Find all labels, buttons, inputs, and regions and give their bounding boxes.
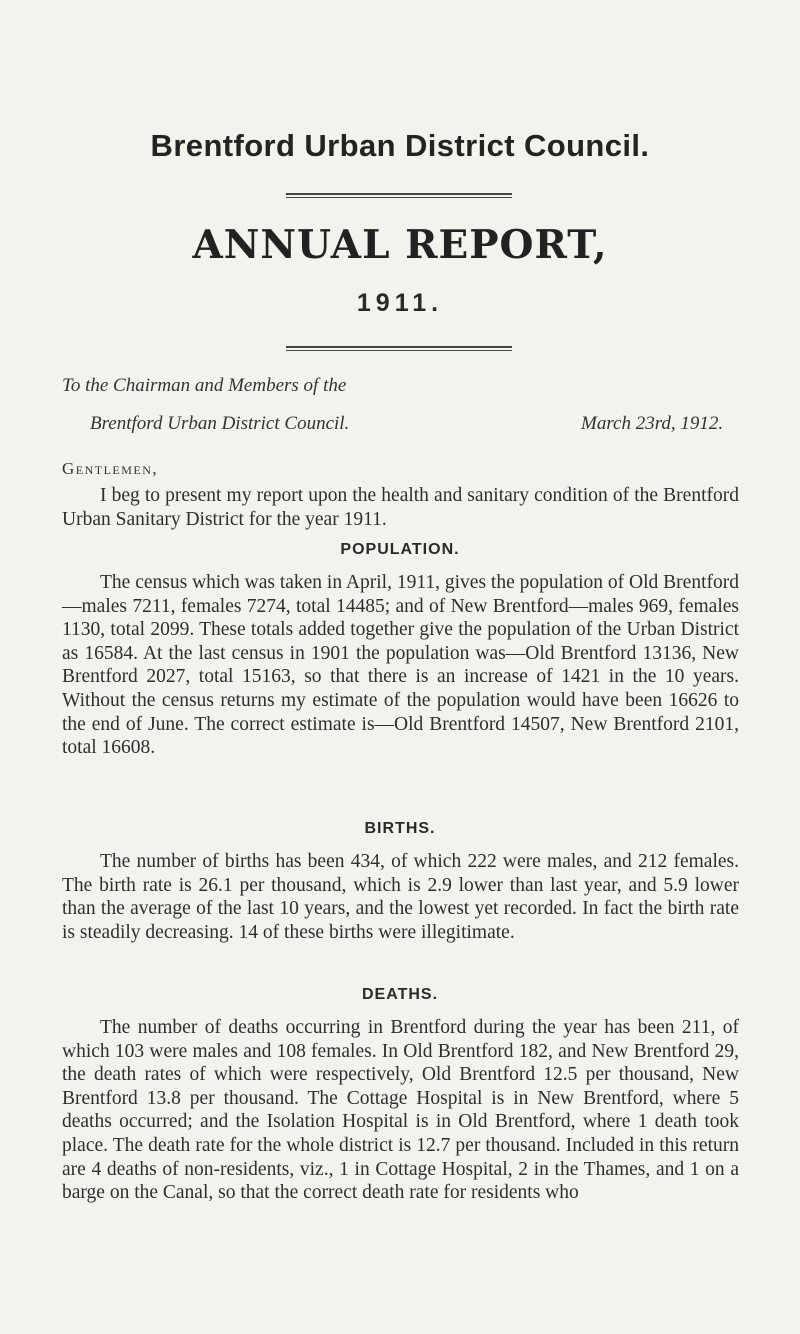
divider-rule	[286, 193, 512, 198]
deaths-section	[62, 1016, 739, 1205]
salutation: Gentlemen,	[62, 459, 159, 478]
births-text: The number of births has been 434, of which 222 were males, and 212 females. The birth rate is 26.1 per thousand, which is 2.9 lower than last year, and 5.9 lower than the average of the last 10 years, and the lowest yet recorded. In fact the birth rate is steadily decreasing. 14 of these births were illegitimate.	[62, 851, 739, 943]
deaths-text: The number of deaths occurring in Brentford during the year has been 211, of which 103 were males and 108 females. In Old Brentford 182, and New Brentford 29, the death rates of which were respectively, Old Brentford 12.5 per thousand, New Brentford 13.8 per thousand. The Cottage Hospital is in New Brentford, where 5 deaths occurred; and the Isolation Hospital is in Old Brentford, where 1 death took place. The death rate for the whole district is 12.7 per thousand. Included in this return are 4 deaths of non-residents, viz., 1 in Cottage Hospital, 2 in the Thames, and 1 on a barge on the Canal, so that the correct death rate for residents who	[62, 1017, 739, 1204]
deaths-heading: DEATHS.	[361, 986, 439, 1003]
population-heading: POPULATION.	[340, 541, 460, 558]
intro-text: I beg to present my report upon the health and sanitary condition of the Brentford Urban Sanitary District for the year 1911.	[62, 485, 739, 530]
population-text: The census which was taken in April, 1911, gives the population of Old Brentford—males 7211, females 7274, total 14485; and of New Brentford—males 969, females 1130, total 2099. These totals added together give the population of the Urban District as 16584. At the last census in 1901 the population was—Old Brentford 13136, New Brentford 2027, total 15163, so that there is an increase of 1421 in the 10 years. Without the census returns my estimate of the population would have been 16626 to the end of June. The correct estimate is—Old Brentford 14507, New Brentford 2101, total 16608.	[62, 572, 739, 759]
divider-rule	[286, 346, 512, 351]
address-date: March 23rd, 1912.	[581, 413, 724, 434]
births-section	[62, 850, 739, 944]
intro-paragraph	[62, 484, 739, 531]
council-heading: Brentford Urban District Council.	[150, 128, 650, 163]
report-title: ANNUAL REPORT,	[192, 222, 608, 268]
address-line-1: To the Chairman and Members of the	[62, 375, 347, 396]
population-section	[62, 571, 739, 760]
births-heading: BIRTHS.	[364, 820, 436, 837]
report-year: 1911.	[356, 289, 444, 317]
address-line-2: Brentford Urban District Council.	[90, 413, 350, 434]
